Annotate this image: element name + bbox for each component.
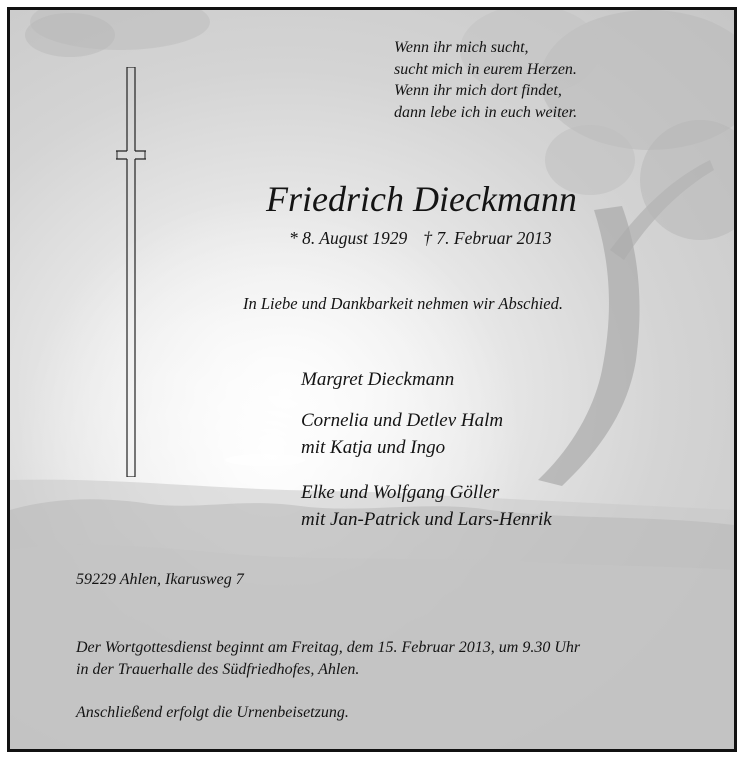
mourner-line: mit Jan-Patrick und Lars-Henrik	[301, 509, 552, 530]
obituary-notice	[7, 7, 737, 752]
mourner-line: Cornelia und Detlev Halm	[301, 410, 504, 431]
mourner-line: mit Katja und Ingo	[301, 437, 446, 458]
poem-line: Wenn ihr mich dort findet,	[394, 82, 562, 99]
mourner-group	[301, 366, 454, 393]
mourner-line: Elke und Wolfgang Göller	[301, 482, 500, 503]
birth-date: * 8. August 1929	[289, 228, 408, 248]
poem-line: Wenn ihr mich sucht,	[394, 39, 529, 56]
death-date: † 7. Februar 2013	[423, 228, 552, 248]
service-line: Der Wortgottesdienst beginnt am Freitag, dem 15. Februar 2013, um 9.30 Uhr	[76, 639, 581, 656]
family-address: 59229 Ahlen, Ikarusweg 7	[76, 571, 244, 588]
cross-icon	[116, 67, 146, 477]
service-line: in der Trauerhalle des Südfriedhofes, Ahlen.	[76, 660, 360, 678]
urn-burial-note: Anschließend erfolgt die Urnenbeisetzung.	[76, 704, 349, 721]
memorial-poem	[394, 37, 577, 123]
service-announcement	[76, 637, 580, 680]
poem-line: dann lebe ich in euch weiter.	[394, 103, 578, 121]
mourner-group	[301, 479, 552, 533]
farewell-line: In Liebe und Dankbarkeit nehmen wir Abschied.	[243, 294, 564, 313]
deceased-name: Friedrich Dieckmann	[266, 179, 577, 219]
mourner-line: Margret Dieckmann	[301, 369, 455, 390]
mourner-group	[301, 407, 503, 461]
life-dates	[289, 228, 552, 249]
poem-line: sucht mich in eurem Herzen.	[394, 60, 577, 78]
